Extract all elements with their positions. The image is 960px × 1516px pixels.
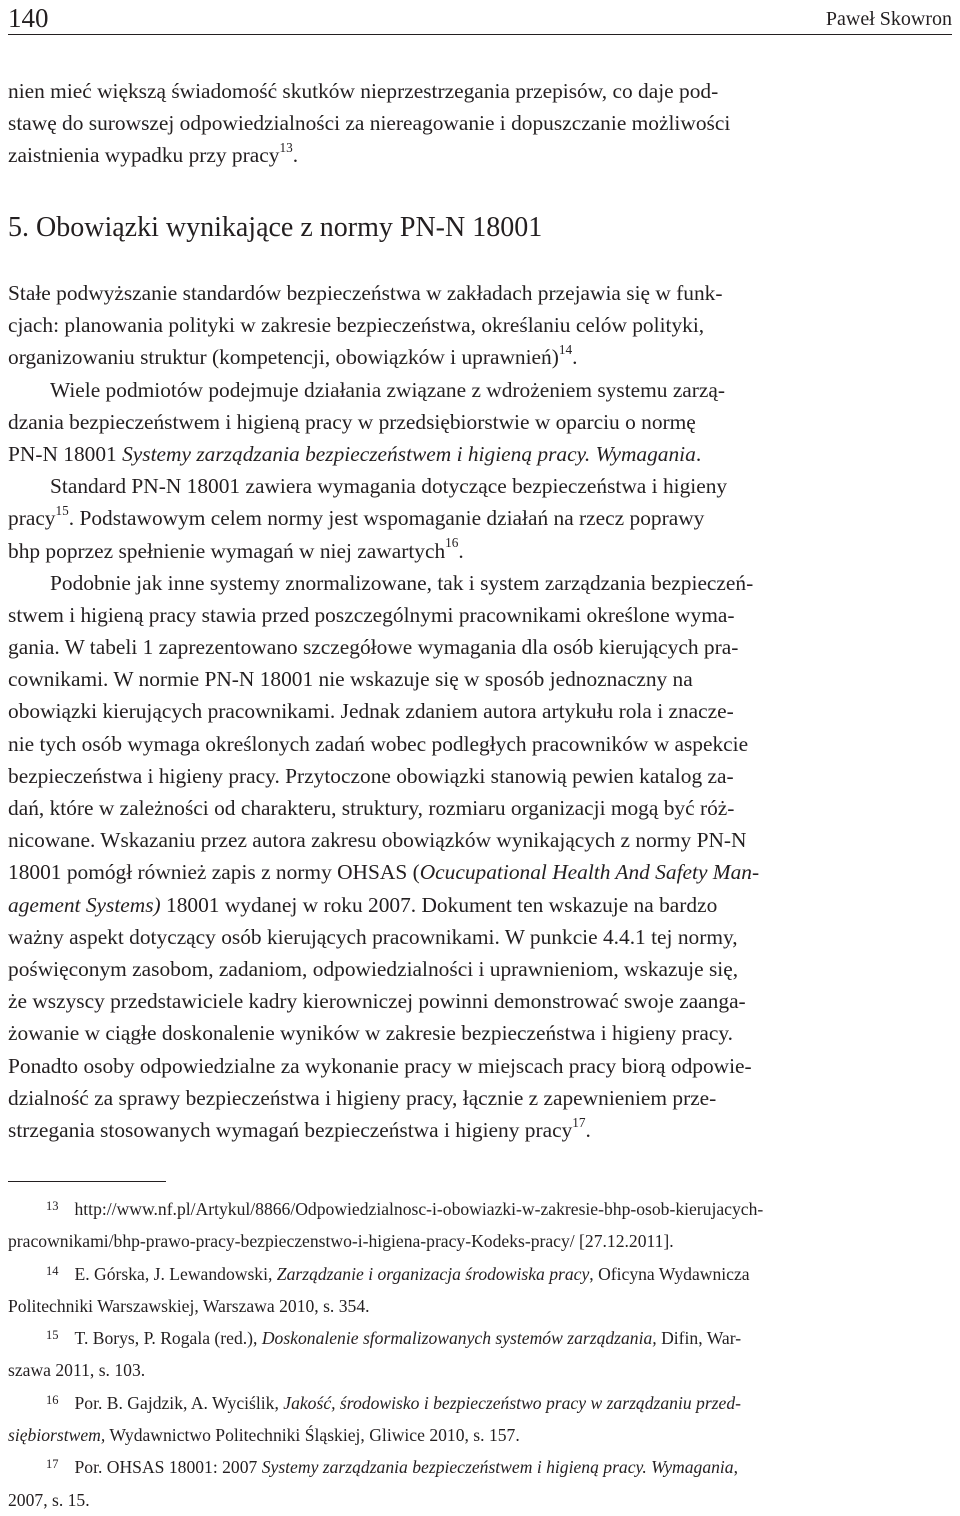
footnote-rule <box>8 1181 166 1182</box>
text-line <box>8 438 952 470</box>
text-run: . <box>458 538 464 563</box>
text-run: Por. B. Gajdzik, A. Wyciślik, <box>74 1392 284 1413</box>
italic-title: agement Systems) <box>8 892 161 917</box>
text-line <box>8 889 952 921</box>
text-line: żowanie w ciągłe doskonalenie wyników w zakresie bezpieczeństwa i higieny pracy. <box>8 1021 734 1046</box>
text-run: 18001 pomógł również zapis z normy OHSAS ( <box>8 860 420 885</box>
text-run: pracy <box>8 506 56 531</box>
italic-title: Jakość, środowisko i bezpieczeństwo pracy w zarządzaniu przed- <box>283 1392 741 1413</box>
text-run: . <box>292 143 299 168</box>
text-run: . <box>695 441 702 466</box>
text-run: strzegania stosowanych wymagań bezpieczeństwa i higieny pracy <box>8 1117 573 1142</box>
text-line: ważny aspekt dotyczący osób kierujących pracownikami. W punkcie 4.4.1 tej normy, <box>8 924 738 949</box>
footnote-ref: 15 <box>55 503 69 519</box>
text-line: cownikami. W normie PN-N 18001 nie wskazuje się w sposób jednoznaczny na <box>8 667 693 692</box>
text-line: nicowane. Wskazaniu przez autora zakresu obowiązków wynikających z normy PN-N <box>8 828 747 853</box>
section-heading-wrap <box>8 206 952 250</box>
text-line <box>8 535 952 567</box>
text-run: 18001 wydanej w roku 2007. Dokument ten wskazuje na bardzo <box>160 892 718 917</box>
text-line: dań, które w zależności od charakteru, struktury, rozmiaru organizacji mogą być róż- <box>8 796 735 820</box>
text-line <box>8 856 952 888</box>
text-line: stwem i higieną pracy stawia przed poszczególnymi pracownikami określone wyma- <box>8 602 735 627</box>
footnote-17-cont: 2007, s. 15. <box>8 1489 90 1510</box>
text-line: gania. W tabeli 1 zaprezentowano szczegółowe wymagania dla osób kierujących pra- <box>8 635 739 660</box>
intro-paragraph <box>8 75 952 172</box>
text-run: . Podstawowym celem normy jest wspomaganie działań na rzecz poprawy <box>68 506 705 531</box>
text-run: Difin, War- <box>656 1328 742 1349</box>
section-heading: 5. Obowiązki wynikające z normy PN-N 18001 <box>8 212 543 243</box>
text-run: E. Górska, J. Lewandowski, <box>74 1263 277 1284</box>
text-line: dzania bezpieczeństwem i higieną pracy w przedsiębiorstwie w oparciu o normę <box>8 409 696 434</box>
footnote-13-cont: pracownikami/bhp-prawo-pracy-bezpieczenstwo-i-higiena-pracy-Kodeks-pracy/ [27.12.2011]. <box>8 1231 674 1252</box>
text-line: bezpieczeństwa i higieny pracy. Przytoczone obowiązki stanowią pewien katalog za- <box>8 763 734 788</box>
footnote-14-cont: Politechniki Warszawskiej, Warszawa 2010, s. 354. <box>8 1295 370 1316</box>
text-run: Por. OHSAS 18001: 2007 <box>74 1457 262 1478</box>
footnote-15 <box>8 1322 952 1354</box>
text-run: , Oficyna Wydawnicza <box>589 1263 750 1284</box>
footnote-ref: 16 <box>445 535 459 551</box>
footnote-number: 16 <box>46 1392 59 1407</box>
text-line: obowiązki kierujących pracownikami. Jednak zdaniem autora artykułu rola i znacze- <box>8 699 734 724</box>
footnote-16-cont <box>8 1419 952 1451</box>
text-line: dzialność za sprawy bezpieczeństwa i higieny pracy, łącznie z zapewnieniem prze- <box>8 1085 717 1110</box>
footnote-ref: 17 <box>572 1114 586 1130</box>
text-run: zaistnienia wypadku przy pracy <box>8 143 280 168</box>
footnotes <box>8 1193 952 1516</box>
text-run: T. Borys, P. Rogala (red.), <box>74 1328 262 1349</box>
text-line: Podobnie jak inne systemy znormalizowane, tak i system zarządzania bezpieczeń- <box>50 570 754 595</box>
italic-title: Zarządzanie i organizacja środowiska pracy <box>276 1263 590 1284</box>
text-run: , <box>733 1457 739 1478</box>
text-line: cjach: planowania polityki w zakresie bezpieczeństwa, określaniu celów polityki, <box>8 313 705 338</box>
body-text <box>8 277 952 1146</box>
italic-title: Ocucupational Health And Safety Man- <box>419 860 760 885</box>
italic-title: siębiorstwem, <box>8 1425 106 1446</box>
text-line: nien mieć większą świadomość skutków nieprzestrzegania przepisów, co daje pod- <box>8 79 719 103</box>
italic-title: Systemy zarządzania bezpieczeństwem i higieną pracy. Wymagania <box>261 1457 734 1478</box>
text-line: Standard PN-N 18001 zawiera wymagania dotyczące bezpieczeństwa i higieny <box>50 474 728 499</box>
footnote-number: 14 <box>46 1263 59 1278</box>
footnote-13 <box>8 1193 952 1225</box>
footnote-15-cont: szawa 2011, s. 103. <box>8 1360 146 1381</box>
text-line: Ponadto osoby odpowiedzialne za wykonanie pracy w miejscach pracy biorą odpowie- <box>8 1053 752 1078</box>
text-line: Stałe podwyższanie standardów bezpieczeństwa w zakładach przejawia się w funk- <box>8 281 723 305</box>
text-line <box>8 502 952 534</box>
text-run: . <box>572 345 578 370</box>
footnote-16 <box>8 1387 952 1419</box>
text-run: Wydawnictwo Politechniki Śląskiej, Gliwice 2010, s. 157. <box>105 1425 520 1446</box>
page-number: 140 <box>8 3 49 33</box>
text-run: PN-N 18001 <box>8 441 123 466</box>
text-line <box>8 1114 952 1146</box>
footnote-number: 15 <box>46 1328 59 1343</box>
running-head: Paweł Skowron <box>825 8 952 30</box>
footnote-ref: 14 <box>558 342 573 358</box>
footnote-14 <box>8 1258 952 1290</box>
text-line: stawę do surowszej odpowiedzialności za niereagowanie i dopuszczanie możliwości <box>8 111 731 136</box>
text-line: że wszyscy przedstawiciele kadry kierowniczej powinni demonstrować swoje zaanga- <box>8 989 746 1014</box>
text-run: . <box>585 1117 591 1142</box>
text-line <box>8 341 952 373</box>
text-line: nie tych osób wymaga określonych zadań wobec podległych pracowników w aspekcie <box>8 731 749 756</box>
text-run: bhp poprzez spełnienie wymagań w niej zawartych <box>8 538 446 563</box>
footnote-number: 17 <box>46 1457 59 1472</box>
footnote-number: 13 <box>46 1199 59 1213</box>
footnote-ref: 13 <box>279 140 293 156</box>
italic-title: Systemy zarządzania bezpieczeństwem i higieną pracy. Wymagania <box>122 441 696 466</box>
footnote-17 <box>8 1451 952 1483</box>
page-header <box>8 0 952 35</box>
italic-title: Doskonalenie sformalizowanych systemów zarządzania, <box>261 1328 657 1349</box>
text-run: organizowaniu struktur (kompetencji, obowiązków i uprawnień) <box>8 345 559 370</box>
text-line: Wiele podmiotów podejmuje działania związane z wdrożeniem systemu zarzą- <box>50 377 726 402</box>
text-line: poświęconym zasobom, zadaniom, odpowiedzialności i uprawnieniom, wskazuje się, <box>8 956 739 981</box>
footnote-link[interactable]: http://www.nf.pl/Artykul/8866/Odpowiedzialnosc-i-obowiazki-w-zakresie-bhp-osob-kierujacych- <box>74 1199 764 1219</box>
text-line <box>8 139 952 171</box>
